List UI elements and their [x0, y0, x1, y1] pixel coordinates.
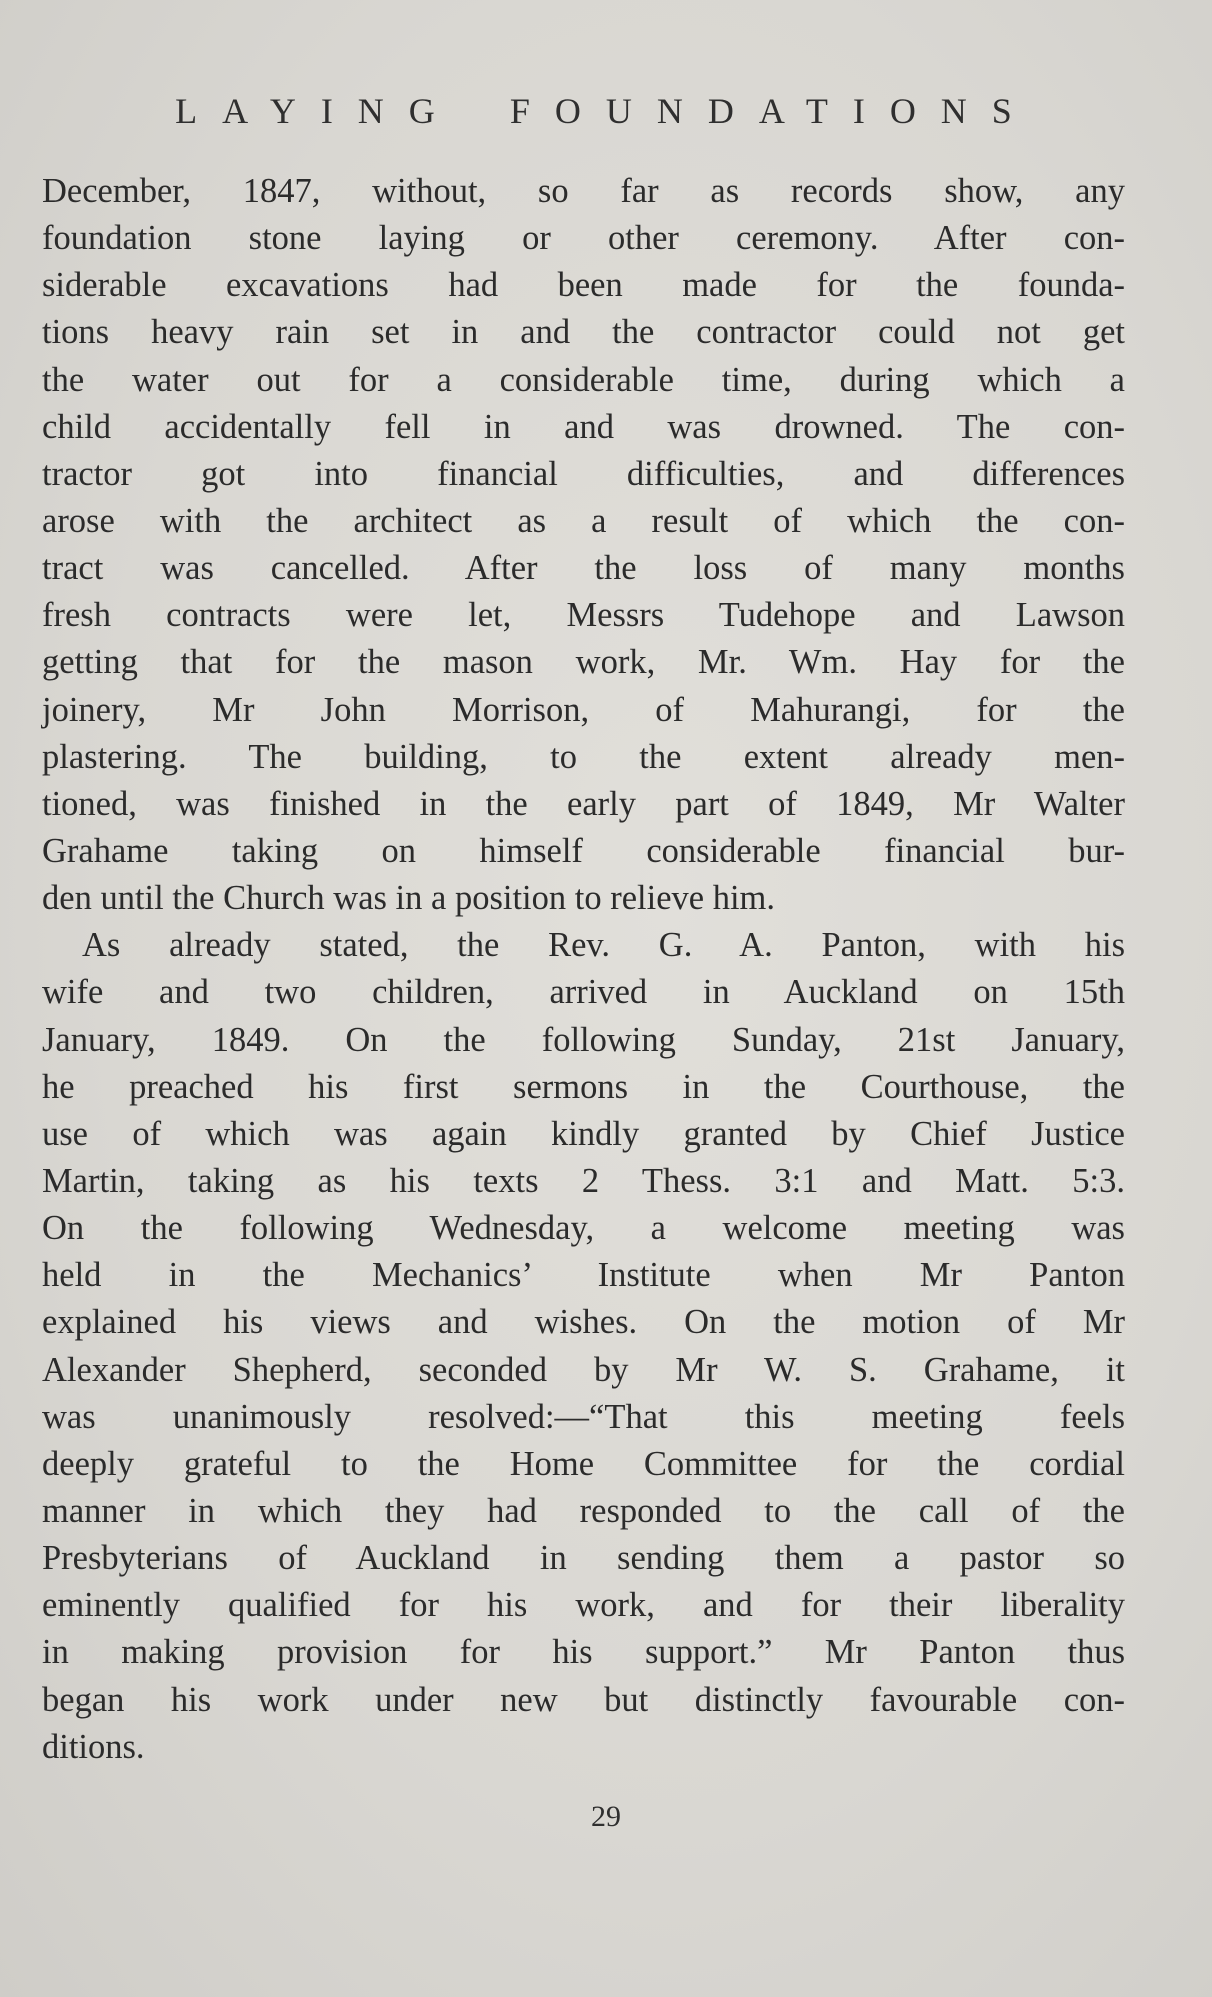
text-line: began his work under new but distinctly favourable con-: [42, 1680, 1125, 1719]
text-line: arose with the architect as a result of which the con-: [42, 501, 1125, 540]
text-line: siderable excavations had been made for the founda-: [42, 266, 1125, 305]
text-line: eminently qualified for his work, and for their liberality: [42, 1586, 1125, 1625]
text-line: child accidentally fell in and was drowned. The con-: [42, 407, 1125, 446]
text-line: the water out for a considerable time, during which a: [42, 360, 1125, 399]
text-line: December, 1847, without, so far as records show, any: [42, 172, 1125, 210]
text-line: As already stated, the Rev. G. A. Panton, with his: [82, 926, 1125, 965]
text-line: tions heavy rain set in and the contractor could not get: [42, 313, 1125, 352]
text-line: tract was cancelled. After the loss of many months: [42, 549, 1125, 588]
text-line: Alexander Shepherd, seconded by Mr W. S. Grahame, it: [42, 1350, 1125, 1389]
text-line: was unanimously resolved:—“That this meeting feels: [42, 1397, 1125, 1436]
text-line: in making provision for his support.” Mr Panton thus: [42, 1633, 1125, 1672]
running-head-word-2: FOUNDATIONS: [509, 91, 1037, 131]
text-line: Grahame taking on himself considerable financial bur-: [42, 831, 1125, 870]
text-line: explained his views and wishes. On the motion of Mr: [42, 1303, 1125, 1342]
text-line: foundation stone laying or other ceremony. After con-: [42, 219, 1125, 258]
text-line: tioned, was finished in the early part of 1849, Mr Walter: [42, 784, 1125, 823]
text-line: plastering. The building, to the extent already men-: [42, 737, 1125, 776]
text-line: manner in which they had responded to the call of the: [42, 1491, 1125, 1530]
text-line: Presbyterians of Auckland in sending them a pastor so: [42, 1539, 1125, 1578]
text-line: wife and two children, arrived in Auckland on 15th: [42, 973, 1125, 1012]
text-line: use of which was again kindly granted by Chief Justice: [42, 1114, 1125, 1153]
text-line: fresh contracts were let, Messrs Tudehope and Lawson: [42, 596, 1125, 635]
text-line: held in the Mechanics’ Institute when Mr Panton: [42, 1256, 1125, 1295]
running-head-word-1: LAYING: [175, 91, 460, 131]
text-line: joinery, Mr John Morrison, of Mahurangi, for the: [42, 690, 1125, 729]
text-line: On the following Wednesday, a welcome meeting was: [42, 1209, 1125, 1248]
text-line: he preached his first sermons in the Courthouse, the: [42, 1067, 1125, 1106]
text-line: getting that for the mason work, Mr. Wm. Hay for the: [42, 643, 1125, 682]
text-line: deeply grateful to the Home Committee for the cordial: [42, 1444, 1125, 1483]
text-line: den until the Church was in a position to relieve him.: [42, 879, 775, 918]
text-line: Martin, taking as his texts 2 Thess. 3:1 and Matt. 5:3.: [42, 1161, 1125, 1200]
running-head: [0, 90, 1212, 132]
text-line: January, 1849. On the following Sunday, 21st January,: [42, 1020, 1125, 1059]
text-line: ditions.: [42, 1727, 145, 1766]
body-text: [42, 168, 1125, 1771]
text-line: tractor got into financial difficulties, and differences: [42, 454, 1125, 493]
page-number: 29: [591, 1800, 621, 1833]
